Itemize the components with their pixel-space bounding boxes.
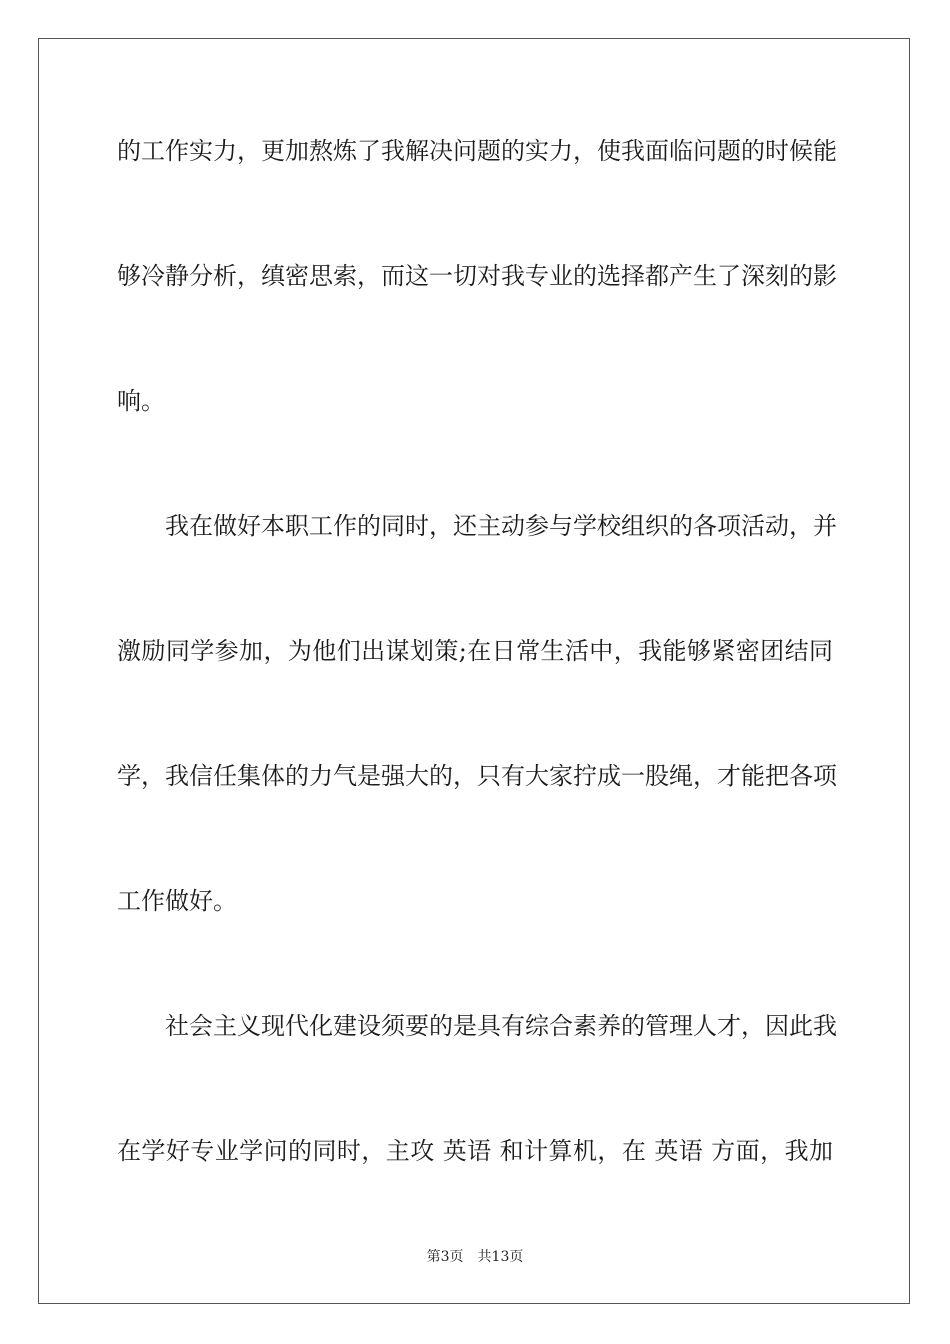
page-number: 第3页 [426, 1249, 464, 1265]
page-total: 共13页 [477, 1249, 524, 1265]
text-line-1: 的工作实力，更加熬炼了我解决问题的实力，使我面临问题的时候能 [117, 137, 837, 165]
text-line-3: 响。 [117, 387, 165, 415]
text-line-7: 工作做好。 [117, 887, 237, 915]
text-line-9: 在学好专业学问的同时，主攻 英语 和计算机，在 英语 方面，我加 [117, 1137, 833, 1165]
page-footer [0, 1248, 950, 1266]
page-border [38, 38, 910, 1304]
text-line-5: 激励同学参加，为他们出谋划策;在日常生活中，我能够紧密团结同 [117, 637, 833, 665]
text-line-2: 够冷静分析，缜密思索，而这一切对我专业的选择都产生了深刻的影 [117, 262, 837, 290]
text-line-8: 社会主义现代化建设须要的是具有综合素养的管理人才，因此我 [165, 1012, 837, 1040]
text-line-6: 学，我信任集体的力气是强大的，只有大家拧成一股绳，才能把各项 [117, 762, 837, 790]
text-line-4: 我在做好本职工作的同时，还主动参与学校组织的各项活动，并 [165, 512, 837, 540]
